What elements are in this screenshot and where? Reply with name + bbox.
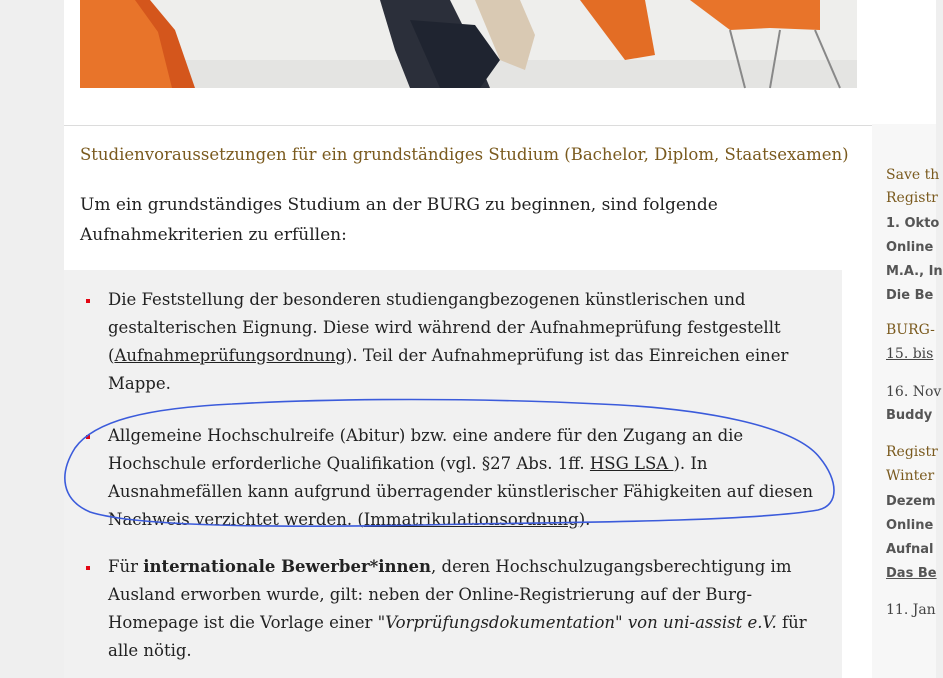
- sidebar-date: 16. Nov: [886, 384, 942, 400]
- criteria-text: ).: [578, 510, 591, 529]
- sidebar-save-title: Save th: [886, 167, 940, 183]
- criteria-text: ). Teil der Aufnahmeprüfung ist das Einreichen einer Mappe.: [108, 346, 789, 393]
- criteria-text: , deren Hochschulzugangsberechtigung im Ausland erworben wurde, gilt: neben der Online-Registrierung auf der Burg-Homepage ist die Vorlage einer: [108, 557, 792, 632]
- sidebar-date-link[interactable]: 15. bis: [886, 346, 934, 362]
- vpd-italic-text: "Vorprüfungsdokumentation" von uni-assist e.V.: [377, 613, 777, 632]
- section-title: Studienvoraussetzungen für ein grundständiges Studium (Bachelor, Diplom, Staatsexamen): [80, 145, 849, 164]
- criteria-panel: [64, 270, 842, 678]
- sidebar-text: Aufnal: [886, 542, 934, 557]
- sidebar-link[interactable]: Das Be: [886, 566, 937, 581]
- sidebar-text: Online: [886, 240, 934, 255]
- intro-text: Um ein grundständiges Studium an der BURG zu beginnen, sind folgende Aufnahmekriterien zu erfüllen:: [80, 195, 718, 245]
- sidebar-winter-title: Winter: [886, 468, 935, 484]
- sidebar-text: Die Be: [886, 288, 934, 303]
- sidebar-date: 1. Okto: [886, 216, 940, 231]
- immatrikulationsordnung-link[interactable]: Immatrikulationsordnung: [363, 510, 579, 529]
- criteria-text: Allgemeine Hochschulreife (Abitur) bzw. eine andere für den Zugang an die Hochschule erforderliche Qualifikation (vgl. §27 Abs. 1ff.: [108, 426, 744, 473]
- sidebar-text: M.A., In: [886, 264, 943, 279]
- sidebar-events: [872, 0, 943, 678]
- international-bold-text: internationale Bewerber*innen: [143, 557, 432, 576]
- hero-image: [80, 0, 857, 88]
- criteria-text: ). In Ausnahmefällen kann aufgrund überragender künstlerischer Fähigkeiten auf diesen Nachweis verzichtet werden. (: [108, 454, 814, 529]
- criteria-text: für alle nötig.: [108, 613, 807, 660]
- main-content: [64, 0, 872, 678]
- sidebar-registration-title: Registr: [886, 190, 938, 206]
- sidebar-registration-title: Registr: [886, 444, 938, 460]
- criteria-text: Für: [108, 557, 144, 576]
- criteria-item-eignung: [108, 286, 823, 398]
- aufnahmepruefungsordnung-link[interactable]: Aufnahmeprüfungsordnung: [114, 346, 346, 365]
- criteria-item-international: [108, 553, 823, 665]
- sidebar-top-panel: [872, 0, 936, 124]
- sidebar-date: 11. Jan: [886, 602, 936, 618]
- sidebar-burg-title: BURG-: [886, 322, 935, 338]
- hero-photo-illustration: [80, 0, 857, 88]
- sidebar-text: Buddy: [886, 408, 933, 423]
- sidebar-text: Online: [886, 518, 934, 533]
- criteria-item-hochschulreife: [108, 422, 823, 534]
- criteria-text: Die Feststellung der besonderen studiengangbezogenen künstlerischen und gestalterischen Eignung. Diese wird während der Aufnahmeprüfung festgestellt (: [108, 290, 781, 365]
- section-divider: [64, 125, 872, 126]
- hsg-lsa-link[interactable]: HSG LSA: [589, 454, 674, 473]
- sidebar-date: Dezem: [886, 494, 936, 509]
